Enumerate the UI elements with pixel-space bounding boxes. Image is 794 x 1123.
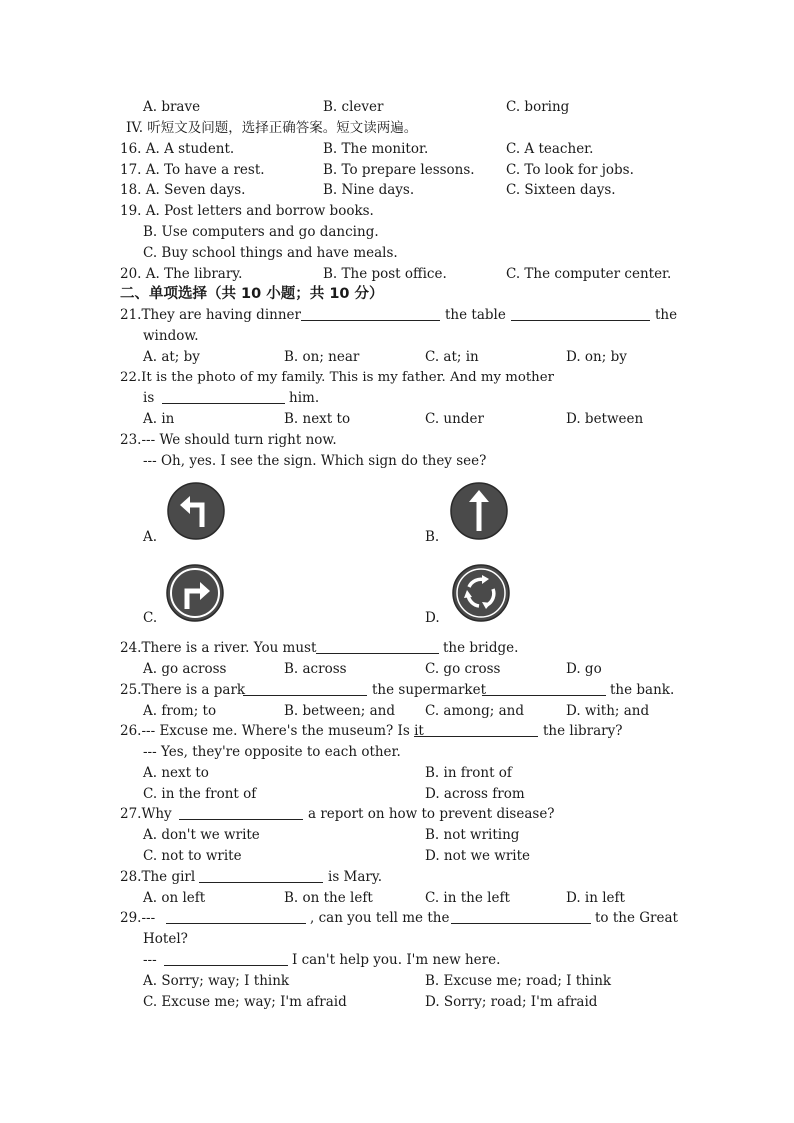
q25-option-a: A. from; to: [143, 703, 217, 719]
q25-option-d: D. with; and: [566, 703, 650, 719]
q21-blank-1: [301, 307, 440, 321]
q19-option-c: C. Buy school things and have meals.: [143, 245, 398, 261]
q18-option-a: 18. A. Seven days.: [120, 182, 246, 198]
q29-stem-mid: , can you tell me the: [310, 910, 450, 926]
q25-blank-2: [482, 682, 606, 696]
q27-option-b: B. not writing: [425, 827, 520, 843]
turn-right-sign-icon: [165, 563, 225, 623]
q15-option-a: A. brave: [143, 99, 201, 115]
q28-option-a: A. on left: [143, 890, 206, 906]
q15-option-b: B. clever: [323, 99, 384, 115]
q22-stem-is: is: [143, 390, 155, 406]
q24-option-a: A. go across: [143, 661, 227, 677]
q20-option-a: 20. A. The library.: [120, 266, 243, 282]
q22-blank: [162, 390, 285, 404]
q25-option-b: B. between; and: [284, 703, 396, 719]
turn-left-sign-icon: [166, 481, 226, 541]
q19-option-b: B. Use computers and go dancing.: [143, 224, 379, 240]
q28-option-c: C. in the left: [425, 890, 510, 906]
q28-option-d: D. in left: [566, 890, 625, 906]
q28-stem-start: 28.The girl: [120, 869, 196, 885]
q16-option-b: B. The monitor.: [323, 141, 429, 157]
q28-option-b: B. on the left: [284, 890, 373, 906]
q21-option-a: A. at; by: [143, 349, 200, 365]
q25-stem-end: the bank.: [610, 682, 675, 698]
q15-option-c: C. boring: [506, 99, 570, 115]
q23-option-c: C.: [143, 610, 158, 626]
q29-blank-1: [166, 910, 306, 924]
q29-reply-end: I can't help you. I'm new here.: [292, 952, 501, 968]
q23-option-d: D.: [425, 610, 440, 626]
q25-blank-1: [243, 682, 367, 696]
q29-stem-end: to the Great: [595, 910, 678, 926]
q21-option-b: B. on; near: [284, 349, 360, 365]
q28-blank: [199, 869, 323, 883]
q28-stem-end: is Mary.: [328, 869, 382, 885]
q26-option-b: B. in front of: [425, 765, 512, 781]
q29-stem-start: 29.---: [120, 910, 156, 926]
q26-stem-start: 26.--- Excuse me. Where's the museum? Is it: [120, 723, 424, 739]
q25-stem-mid: the supermarket: [372, 682, 487, 698]
q29-option-b: B. Excuse me; road; I think: [425, 973, 612, 989]
q24-blank: [316, 640, 439, 654]
q16-option-c: C. A teacher.: [506, 141, 594, 157]
q24-option-b: B. across: [284, 661, 347, 677]
q22-stem-start: 22.It is the photo of my family. This is my father. And my mother: [120, 370, 554, 385]
q21-stem-end: the: [655, 307, 678, 323]
q21-option-d: D. on; by: [566, 349, 627, 365]
q27-option-a: A. don't we write: [143, 827, 260, 843]
q27-blank: [179, 806, 303, 820]
section-iv-heading: IV. 听短文及问题，选择正确答案。短文读两遍。: [126, 120, 418, 136]
q21-stem-mid: the table: [445, 307, 506, 323]
q24-option-d: D. go: [566, 661, 602, 677]
q24-option-c: C. go cross: [425, 661, 501, 677]
q27-option-d: D. not we write: [425, 848, 531, 864]
q23-option-b: B.: [425, 529, 440, 545]
q29-blank-3: [164, 952, 288, 966]
q17-option-a: 17. A. To have a rest.: [120, 162, 265, 178]
q27-stem-end: a report on how to prevent disease?: [308, 806, 555, 822]
q26-option-a: A. next to: [143, 765, 209, 781]
q26-blank: [414, 723, 538, 737]
part-two-heading: 二、单项选择（共 10 小题；共 10 分）: [120, 286, 384, 302]
q23-option-a: A.: [143, 529, 158, 545]
q17-option-c: C. To look for jobs.: [506, 162, 634, 178]
q26-stem-reply: --- Yes, they're opposite to each other.: [143, 744, 401, 760]
q29-option-c: C. Excuse me; way; I'm afraid: [143, 994, 347, 1010]
q18-option-b: B. Nine days.: [323, 182, 415, 198]
q29-option-a: A. Sorry; way; I think: [143, 973, 290, 989]
q29-stem-wrap: Hotel?: [143, 931, 188, 947]
q26-option-c: C. in the front of: [143, 786, 257, 802]
q23-stem-line1: 23.--- We should turn right now.: [120, 432, 337, 448]
q29-option-d: D. Sorry; road; I'm afraid: [425, 994, 598, 1010]
q29-blank-2: [451, 910, 591, 924]
q22-option-a: A. in: [143, 411, 175, 427]
straight-ahead-sign-icon: [449, 481, 509, 541]
q23-stem-line2: --- Oh, yes. I see the sign. Which sign do they see?: [143, 453, 487, 469]
q26-option-d: D. across from: [425, 786, 525, 802]
q27-stem-start: 27.Why: [120, 806, 172, 822]
q20-option-b: B. The post office.: [323, 266, 447, 282]
q29-reply-dash: ---: [143, 952, 157, 968]
q25-stem-start: 25.There is a park: [120, 682, 246, 698]
q22-option-d: D. between: [566, 411, 644, 427]
roundabout-sign-icon: [451, 563, 511, 623]
q21-blank-2: [511, 307, 650, 321]
q20-option-c: C. The computer center.: [506, 266, 672, 282]
q22-option-c: C. under: [425, 411, 484, 427]
q22-option-b: B. next to: [284, 411, 351, 427]
q22-stem-end: him.: [289, 390, 320, 406]
q19-option-a: 19. A. Post letters and borrow books.: [120, 203, 374, 219]
q27-option-c: C. not to write: [143, 848, 242, 864]
q21-stem-start: 21.They are having dinner: [120, 307, 301, 323]
q24-stem-end: the bridge.: [443, 640, 519, 656]
q21-stem-wrap: window.: [143, 328, 199, 344]
q26-stem-end: the library?: [543, 723, 623, 739]
q18-option-c: C. Sixteen days.: [506, 182, 616, 198]
q24-stem-start: 24.There is a river. You must: [120, 640, 317, 656]
q17-option-b: B. To prepare lessons.: [323, 162, 475, 178]
q25-option-c: C. among; and: [425, 703, 524, 719]
q16-option-a: 16. A. A student.: [120, 141, 235, 157]
q21-option-c: C. at; in: [425, 349, 479, 365]
